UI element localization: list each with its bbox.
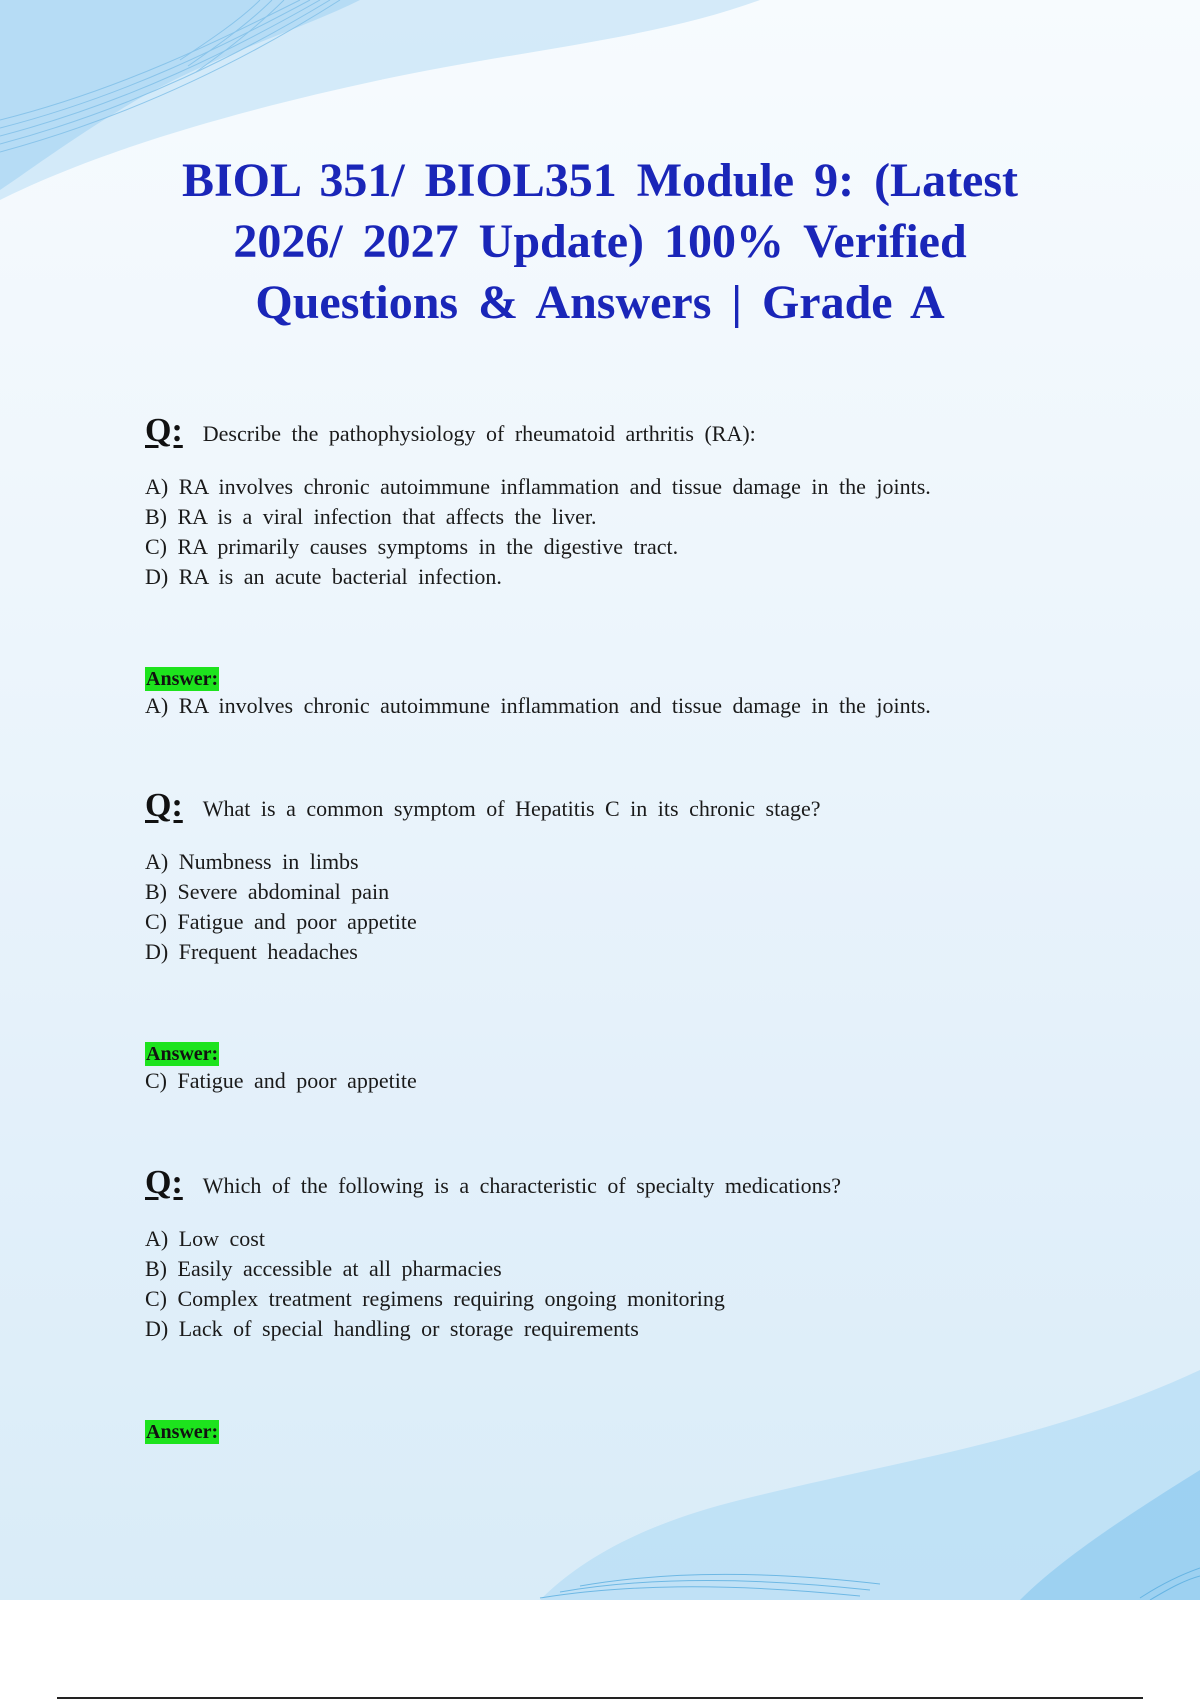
option-b: B) RA is a viral infection that affects the liver. xyxy=(145,504,597,529)
question-block-3 xyxy=(145,1164,1085,1344)
answer-block-1 xyxy=(145,667,1085,721)
question-label: Q: xyxy=(145,1164,183,1201)
answer-block-3 xyxy=(145,1420,1085,1444)
option-a: A) Numbness in limbs xyxy=(145,849,359,874)
answer-label: Answer: xyxy=(146,1043,219,1065)
title-line-1: BIOL 351/ BIOL351 Module 9: (Latest xyxy=(181,154,1019,207)
option-c: C) RA primarily causes symptoms in the digestive tract. xyxy=(145,534,679,559)
option-d: D) RA is an acute bacterial infection. xyxy=(145,564,502,589)
options-list xyxy=(145,472,1085,592)
option-c: C) Complex treatment regimens requiring ongoing monitoring xyxy=(145,1286,725,1311)
question-block-2 xyxy=(145,787,1085,967)
option-d: D) Lack of special handling or storage requirements xyxy=(145,1316,639,1341)
option-b: B) Easily accessible at all pharmacies xyxy=(145,1256,502,1281)
title-line-3: Questions & Answers | Grade A xyxy=(255,276,945,329)
option-c: C) Fatigue and poor appetite xyxy=(145,909,417,934)
option-d: D) Frequent headaches xyxy=(145,939,358,964)
answer-label: Answer: xyxy=(146,668,219,690)
question-label: Q: xyxy=(145,412,183,449)
answer-text: A) RA involves chronic autoimmune inflammation and tissue damage in the joints. xyxy=(145,693,931,718)
question-text: Which of the following is a characteristic of specialty medications? xyxy=(202,1173,841,1198)
question-block-1 xyxy=(145,412,1085,592)
question-label: Q: xyxy=(145,787,183,824)
document-title xyxy=(150,150,1050,333)
question-line xyxy=(145,787,1085,825)
option-a: A) RA involves chronic autoimmune inflammation and tissue damage in the joints. xyxy=(145,474,931,499)
option-b: B) Severe abdominal pain xyxy=(145,879,390,904)
answer-block-2 xyxy=(145,1042,1085,1096)
title-line-2: 2026/ 2027 Update) 100% Verified xyxy=(233,215,967,268)
question-text: Describe the pathophysiology of rheumatoid arthritis (RA): xyxy=(202,421,756,446)
options-list xyxy=(145,1224,1085,1344)
footer-divider xyxy=(57,1697,1143,1699)
question-text: What is a common symptom of Hepatitis C in its chronic stage? xyxy=(202,796,821,821)
option-a: A) Low cost xyxy=(145,1226,265,1251)
question-line xyxy=(145,412,1085,450)
answer-label: Answer: xyxy=(146,1421,219,1443)
options-list xyxy=(145,847,1085,967)
answer-text: C) Fatigue and poor appetite xyxy=(145,1068,417,1093)
question-line xyxy=(145,1164,1085,1202)
